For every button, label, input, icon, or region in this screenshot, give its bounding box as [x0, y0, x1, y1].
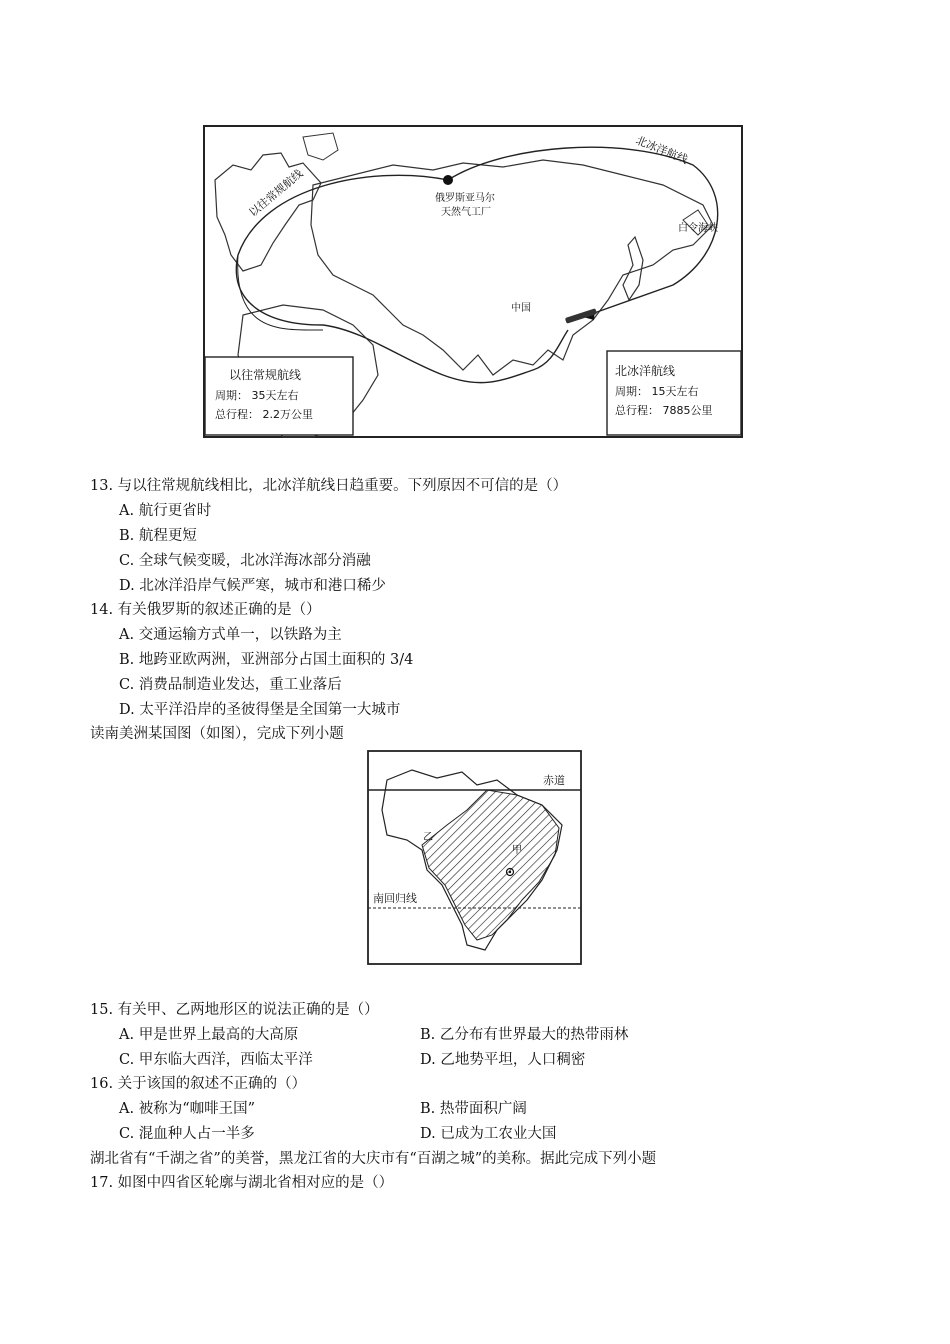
conventional-box-period: 周期： 35天左右: [215, 389, 299, 402]
conventional-box-title: 以往常规航线: [229, 368, 302, 382]
q13-option-b: B. 航程更短: [119, 528, 197, 544]
shipping-route-map: [203, 125, 743, 438]
q13-option-a: A. 航行更省时: [119, 503, 212, 519]
gas-plant-label-1: 俄罗斯亚马尔: [435, 193, 495, 204]
question-14-stem: 14. 有关俄罗斯的叙述正确的是（）: [90, 602, 321, 618]
conventional-route-label: 以往常规航线: [246, 166, 306, 220]
q14-option-c: C. 消费品制造业发达，重工业落后: [119, 677, 342, 693]
tropic-label: 南回归线: [373, 892, 417, 905]
q16-option-a: A. 被称为“咖啡王国”: [119, 1101, 256, 1117]
question-13-stem: 13. 与以往常规航线相比，北冰洋航线日趋重要。下列原因不可信的是（）: [90, 478, 568, 494]
arctic-box-title: 北冰洋航线: [615, 364, 676, 378]
label-yi: 乙: [423, 832, 433, 843]
q13-option-d: D. 北冰洋沿岸气候严寒，城市和港口稀少: [119, 578, 386, 594]
q15-option-b: B. 乙分布有世界最大的热带雨林: [420, 1027, 629, 1043]
q14-option-d: D. 太平洋沿岸的圣彼得堡是全国第一大城市: [119, 702, 401, 718]
q16-option-c: C. 混血种人占一半多: [119, 1126, 255, 1142]
q15-option-c: C. 甲东临大西洋，西临太平洋: [119, 1052, 313, 1068]
question-15-stem: 15. 有关甲、乙两地形区的说法正确的是（）: [90, 1002, 379, 1018]
intro-brazil: 读南美洲某国图（如图），完成下列小题: [90, 726, 344, 742]
q14-option-a: A. 交通运输方式单一，以铁路为主: [119, 627, 342, 643]
arctic-route-info-box: [607, 351, 741, 435]
arctic-box-distance: 总行程： 7885公里: [615, 404, 713, 417]
arctic-box-period: 周期： 15天左右: [615, 385, 699, 398]
q16-option-d: D. 已成为工农业大国: [420, 1126, 557, 1142]
q16-option-b: B. 热带面积广阔: [420, 1101, 527, 1117]
q14-option-b: B. 地跨亚欧两洲，亚洲部分占国土面积的 3/4: [119, 652, 414, 668]
q15-option-a: A. 甲是世界上最高的大高原: [119, 1027, 299, 1043]
arctic-route-label: 北冰洋航线: [633, 133, 690, 167]
bering-strait-label: 白令海峡: [678, 223, 718, 234]
question-17-stem: 17. 如图中四省区轮廓与湖北省相对应的是（）: [90, 1175, 394, 1191]
intro-lakes: 湖北省有“千湖之省”的美誉，黑龙江省的大庆市有“百湖之城”的美称。据此完成下列小题: [90, 1151, 657, 1167]
gas-plant-label-2: 天然气工厂: [441, 207, 491, 218]
conventional-box-distance: 总行程： 2.2万公里: [215, 408, 313, 421]
question-16-stem: 16. 关于该国的叙述不正确的（）: [90, 1076, 307, 1092]
south-america-country-map: [367, 750, 582, 965]
equator-label: 赤道: [543, 774, 565, 787]
gas-plant-marker: [443, 175, 453, 185]
china-label: 中国: [511, 303, 531, 314]
q15-option-d: D. 乙地势平坦，人口稠密: [420, 1052, 586, 1068]
conventional-route-info-box: [205, 357, 353, 435]
label-jia: 甲: [512, 845, 522, 856]
q13-option-c: C. 全球气候变暖，北冰洋海冰部分消融: [119, 553, 371, 569]
